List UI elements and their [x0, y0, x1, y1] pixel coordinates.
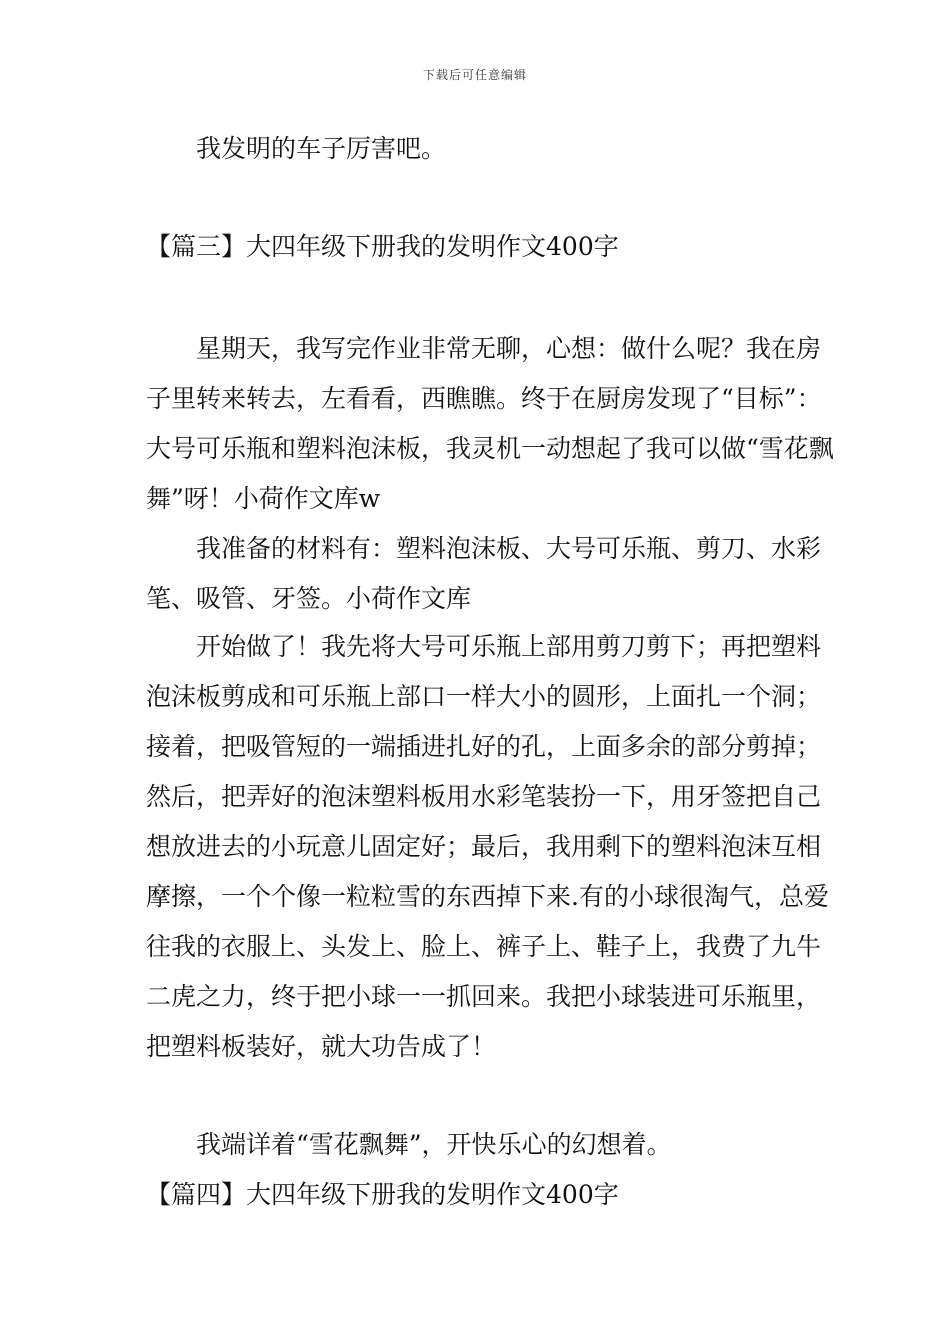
paragraph-materials: 我准备的材料有：塑料泡沫板、大号可乐瓶、剪刀、水彩笔、吸管、牙签。小荷作文库 — [146, 534, 822, 613]
paragraph-making-process: 开始做了！我先将大号可乐瓶上部用剪刀剪下；再把塑料泡沫板剪成和可乐瓶上部口一样大小的圆形，上面扎一个洞；接着，把吸管短的一端插进扎好的孔，上面多余的部分剪掉；然后，把弄好的泡沫塑料板用水彩笔装扮一下，用牙签把自己想放进去的小玩意儿固定好；最后，我用剩下的塑料泡沫互相摩擦，一个个像一粒粒雪的东西掉下来.有的小球很淘气，总爱往我的衣服上、头发上、脸上、裤子上、鞋子上，我费了九牛二虎之力，终于把小球一一抓回来。我把小球装进可乐瓶里，把塑料板装好，就大功告成了！ — [146, 632, 829, 1061]
page-header-note: 下载后可任意编辑 — [422, 68, 527, 82]
section-heading-part-four: 【篇四】大四年级下册我的发明作文400字 — [146, 1180, 619, 1209]
paragraph-previous-ending: 我发明的车子厉害吧。 — [196, 134, 447, 163]
section-heading-part-three: 【篇三】大四年级下册我的发明作文400字 — [146, 232, 619, 261]
paragraph-conclusion: 我端详着“雪花飘舞”，开快乐心的幻想着。 — [196, 1130, 672, 1159]
paragraph-sunday-idea: 星期天，我写完作业非常无聊，心想：做什么呢？我在房子里转来转去，左看看，西瞧瞧。终于在厨房发现了“目标”：大号可乐瓶和塑料泡沫板，我灵机一动想起了我可以做“雪花飘舞”呀！小荷作文库w — [146, 334, 834, 513]
